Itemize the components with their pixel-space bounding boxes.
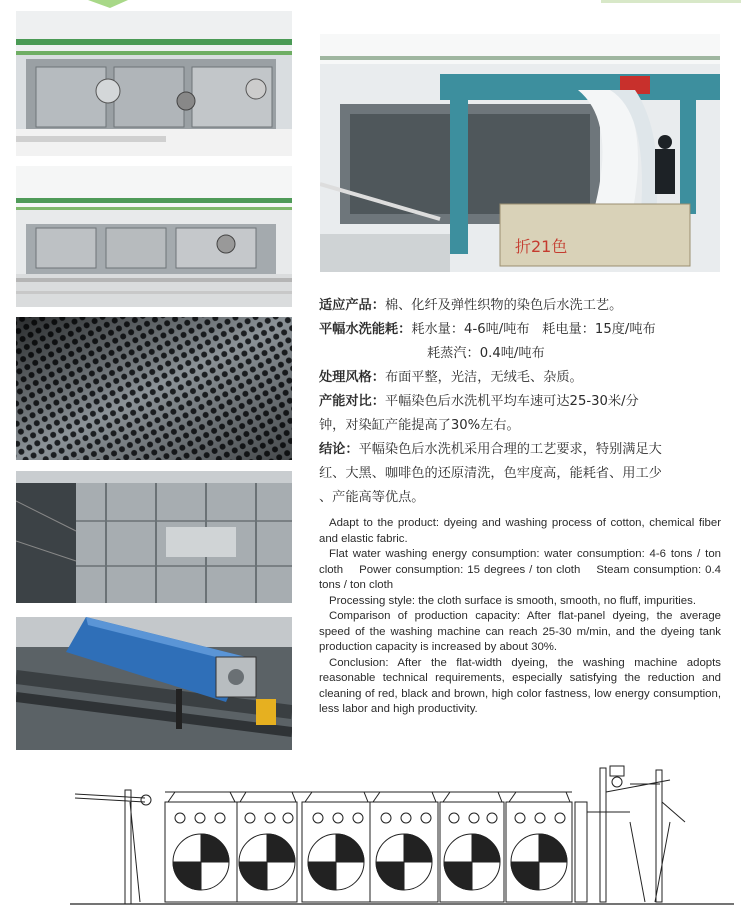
tank-unit-2 [237,792,297,902]
cn-line-capacity-cont [319,414,729,438]
cn-label-product: 适应产品： [319,298,385,313]
tank-unit-4 [370,792,438,902]
cn-line-style [319,366,729,390]
cn-label-energy: 平幅水洗能耗： [319,322,412,337]
cn-line-energy [319,318,729,342]
tank-unit-6 [506,792,572,902]
tank-unit-5 [440,792,504,902]
cart-label-text: 折21色 [515,237,568,256]
cn-label-conclusion: 结论： [319,442,359,457]
en-paragraph-energy: Flat water washing energy consumption: water consumption: 4-6 tons / ton cloth Power consumption: 15 degrees / ton cloth Steam consumption: 0.4 tons / ton cloth [319,548,725,591]
cn-text-product: 棉、化纤及弹性织物的染色后水洗工艺。 [384,298,623,313]
cn-label-capacity: 产能对比： [319,394,385,409]
chinese-description [319,294,729,510]
cn-text-conclusion-cont2: 、产能高等优点。 [319,490,425,505]
tank-unit-3 [302,792,370,902]
cn-line-conclusion [319,438,729,462]
en-paragraph-style: Processing style: the cloth surface is smooth, smooth, no fluff, impurities. [329,594,696,607]
washing-machine-line-photo [16,11,292,156]
en-paragraph-capacity: Comparison of production capacity: After flat-panel dyeing, the average speed of the washing machine can reach 25-30 m/min, and the dyeing tank production capacity is increased by about 30%. [319,610,721,653]
cn-line-product [319,294,729,318]
cn-line-conclusion-cont1 [319,462,729,486]
cn-text-conclusion: 平幅染色后水洗机采用合理的工艺要求，特别满足大 [358,442,662,457]
english-description [319,516,725,718]
cn-line-conclusion-cont2 [319,486,729,510]
washing-machine-technical-drawing [70,762,734,908]
cn-line-capacity [319,390,729,414]
factory-floor-photo [16,166,292,307]
cn-text-steam: 耗蒸汽：0.4吨/吨布 [427,346,545,361]
en-paragraph-conclusion: Conclusion: After the flat-width dyeing, the washing machine adopts reasonable technical requirements, especially satisfying the reduction and cleaning of red, black and brown, high color fastness, low energy consumption, less labor and high productivity. [319,656,721,715]
cn-label-style: 处理风格： [319,370,385,385]
blue-guide-frame-photo [16,617,292,750]
cn-text-capacity: 平幅染色后水洗机平均车速可达25-30米/分 [384,394,639,409]
perforated-drum-photo [16,317,292,460]
tank-unit-1 [165,792,237,902]
cn-text-conclusion-cont1: 红、大黑、咖啡色的还原清洗，色牢度高，能耗省、用工少 [319,466,662,481]
fabric-exit-frame-photo [320,34,720,272]
cn-text-style: 布面平整，光洁，无绒毛、杂质。 [384,370,583,385]
cn-line-steam [319,342,729,366]
corner-leaf-mark [88,0,128,8]
cn-text-energy: 耗水量：4-6吨/吨布 耗电量：15度/吨布 [411,322,656,337]
corner-line-mark [601,0,741,6]
en-paragraph-product: Adapt to the product: dyeing and washing process of cotton, chemical fiber and elastic fabric. [319,517,721,545]
cn-text-capacity-cont: 钟，对染缸产能提高了30%左右。 [319,418,520,433]
stainless-tank-interior-photo [16,471,292,603]
